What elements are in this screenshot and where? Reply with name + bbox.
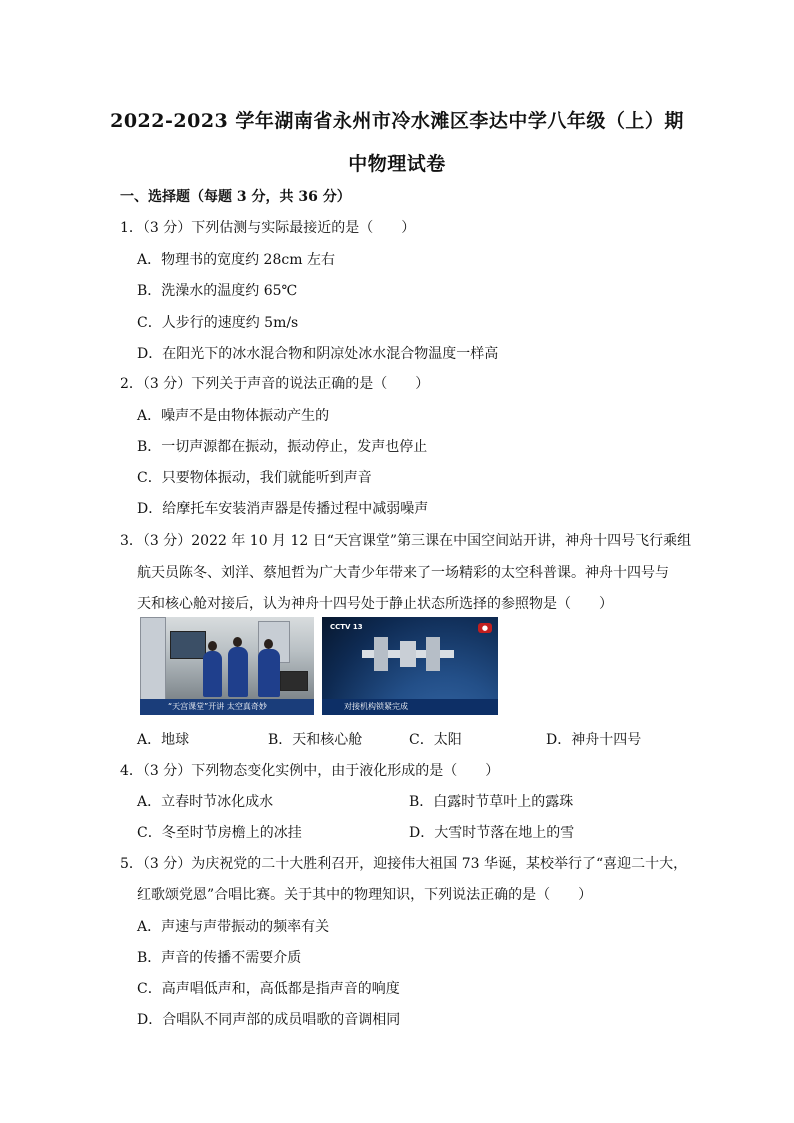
question-4-option-b: B．白露时节草叶上的露珠 <box>409 794 574 810</box>
question-1-option-d: D．在阳光下的冰水混合物和阴凉处冰水混合物温度一样高 <box>137 346 499 362</box>
station-solar-panel-right <box>426 637 440 671</box>
astronaut-2-head <box>233 637 242 647</box>
question-4-option-d: D．大雪时节落在地上的雪 <box>409 825 575 841</box>
space-classroom-caption: “天宫课堂”开讲 太空真奇妙 <box>140 699 314 715</box>
astronaut-2 <box>228 647 248 697</box>
question-4-stem: 4．（3 分）下列物态变化实例中，由于液化形成的是（ ） <box>120 763 500 779</box>
question-1-option-c: C．人步行的速度约 5m/s <box>137 315 299 331</box>
space-classroom-photo <box>140 617 314 715</box>
question-4-option-a: A．立春时节冰化成水 <box>137 794 274 810</box>
question-2-option-b: B．一切声源都在振动，振动停止，发声也停止 <box>137 439 428 455</box>
astronaut-3-head <box>264 639 273 649</box>
photo-wall-panel <box>140 617 166 701</box>
question-3-option-d: D．神舟十四号 <box>546 732 642 748</box>
question-5-option-a: A．声速与声带振动的频率有关 <box>137 919 330 935</box>
photo-laptop <box>280 671 308 691</box>
question-5-option-d: D．合唱队不同声部的成员唱歌的音调相同 <box>137 1012 401 1028</box>
live-badge-icon: ● <box>478 623 492 633</box>
question-3-option-b: B．天和核心舱 <box>268 732 363 748</box>
question-4-option-c: C．冬至时节房檐上的冰挂 <box>137 825 302 841</box>
question-1-stem: 1．（3 分）下列估测与实际最接近的是（ ） <box>120 220 416 236</box>
question-3-option-c: C．太阳 <box>409 732 462 748</box>
question-2-stem: 2．（3 分）下列关于声音的说法正确的是（ ） <box>120 376 430 392</box>
question-2-option-c: C．只要物体振动，我们就能听到声音 <box>137 470 372 486</box>
question-1-option-b: B．洗澡水的温度约 65℃ <box>137 283 298 299</box>
question-5-option-c: C．高声唱低声和，高低都是指声音的响度 <box>137 981 400 997</box>
astronaut-1 <box>203 651 222 697</box>
docking-caption: 对接机构锁紧完成 <box>322 699 498 715</box>
question-1-option-a: A．物理书的宽度约 28cm 左右 <box>137 252 335 268</box>
station-solar-panel-left <box>374 637 388 671</box>
station-core-module <box>400 641 416 667</box>
docking-photo <box>322 617 498 715</box>
question-3-stem-line2: 航天员陈冬、刘洋、蔡旭哲为广大青少年带来了一场精彩的太空科普课。神舟十四号与 <box>137 565 669 581</box>
photo-monitor <box>170 631 206 659</box>
question-2-option-a: A．噪声不是由物体振动产生的 <box>137 408 330 424</box>
question-3-stem: 3．（3 分）2022 年 10 月 12 日“天宫课堂”第三课在中国空间站开讲，神舟十四号飞行乘组 <box>120 533 692 549</box>
question-3-option-a: A．地球 <box>137 732 190 748</box>
question-5-stem: 5．（3 分）为庆祝党的二十大胜利召开，迎接伟大祖国 73 华诞，某校举行了“喜迎二十大， <box>120 856 688 872</box>
exam-title-line2: 中物理试卷 <box>348 153 446 175</box>
section-heading: 一、选择题（每题 3 分，共 36 分） <box>120 189 351 205</box>
cctv-logo: CCTV 13 <box>330 623 363 631</box>
astronaut-1-head <box>208 641 217 651</box>
question-5-stem-line2: 红歌颂党恩”合唱比赛。关于其中的物理知识，下列说法正确的是（ ） <box>137 887 593 903</box>
exam-title-line1: 2022-2023 学年湖南省永州市冷水滩区李达中学八年级（上）期 <box>110 110 684 132</box>
question-3-stem-line3: 天和核心舱对接后，认为神舟十四号处于静止状态所选择的参照物是（ ） <box>137 596 613 612</box>
question-2-option-d: D．给摩托车安装消声器是传播过程中减弱噪声 <box>137 501 429 517</box>
astronaut-3 <box>258 649 280 697</box>
question-5-option-b: B．声音的传播不需要介质 <box>137 950 302 966</box>
